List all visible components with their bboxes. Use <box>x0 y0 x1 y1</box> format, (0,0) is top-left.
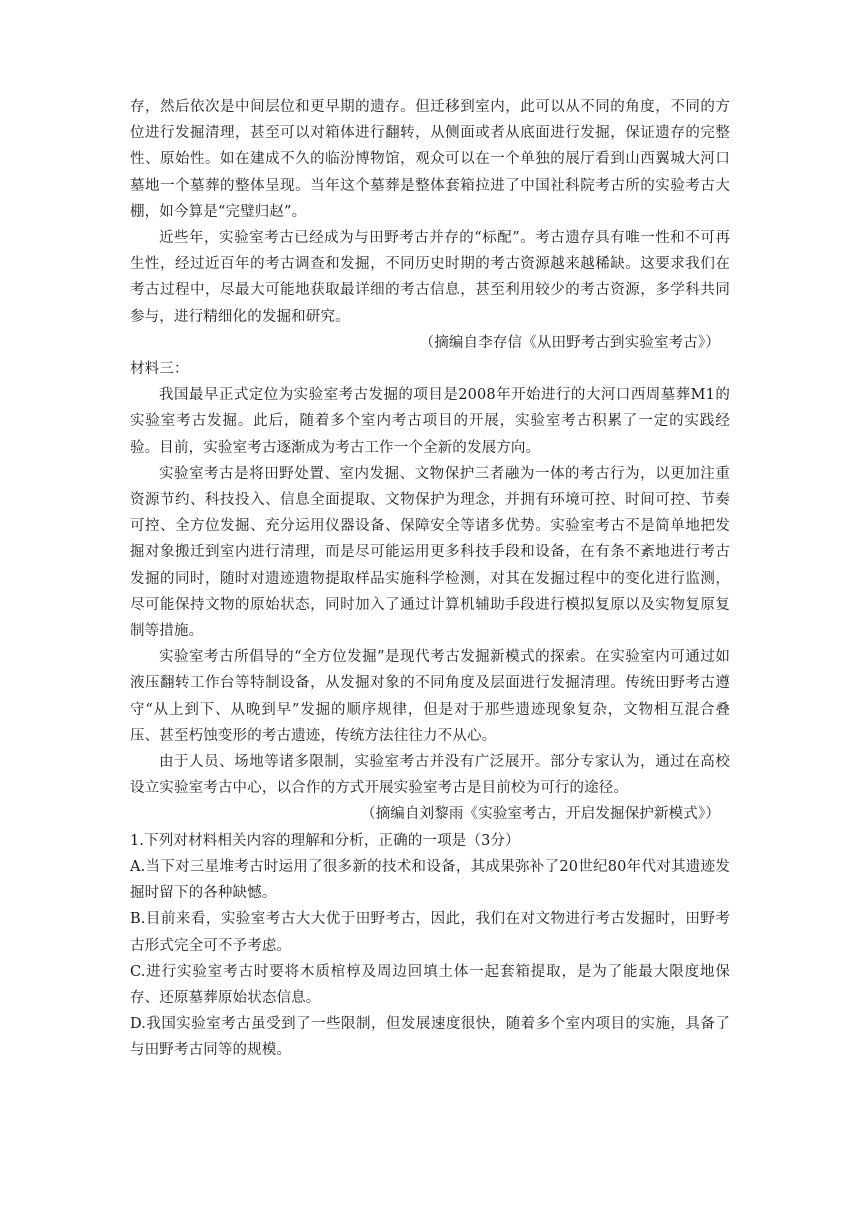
material2-source: （摘编自李存信《从田野考古到实验室考古》） <box>419 334 720 351</box>
document-body <box>130 94 730 1064</box>
material3-source: （摘编自刘黎雨《实验室考古，开启发掘保护新模式》） <box>361 806 720 823</box>
material3-paragraph: 实验室考古所倡导的“全方位发掘”是现代考古发掘新模式的探索。在实验室内可通过如液压翻转工作台等特制设备，从发掘对象的不同角度及层面进行发掘清理。传统田野考古遵守“从上到下、从晚到早”发掘的顺序规律，但是对于那些遗迹现象复杂，文物相互混合叠压、甚至朽蚀变形的考古遗迹，传统方法往往力不从心。 <box>130 649 730 744</box>
option-b: B.目前来看，实验室考古大大优于田野考古，因此，我们在对文物进行考古发掘时，田野考古形式完全可不予考虑。 <box>130 911 730 954</box>
material3-label: 材料三： <box>130 361 189 378</box>
option-c: C.进行实验室考古时要将木质棺椁及周边回填土体一起套箱提取，是为了能最大限度地保存、还原墓葬原始状态信息。 <box>130 963 730 1006</box>
option-d: D.我国实验室考古虽受到了一些限制，但发展速度很快，随着多个室内项目的实施，具备了与田野考古同等的规模。 <box>130 1016 730 1059</box>
material3-paragraph: 我国最早正式定位为实验室考古发掘的项目是2008年开始进行的大河口西周墓葬M1的实验室考古发掘。此后，随着多个室内考古项目的开展，实验室考古积累了一定的实践经验。目前，实验室考古逐渐成为考古工作一个全新的发展方向。 <box>130 387 730 456</box>
material2-paragraph-continued: 存，然后依次是中间层位和更早期的遗存。但迁移到室内，此可以从不同的角度，不同的方位进行发掘清理，甚至可以对箱体进行翻转，从侧面或者从底面进行发掘，保证遗存的完整性、原始性。如在建成不久的临汾博物馆，观众可以在一个单独的展厅看到山西翼城大河口墓地一个墓葬的整体呈现。当年这个墓葬是整体套箱拉进了中国社科院考古所的实验考古大棚，如今算是“完璧归赵”。 <box>130 99 730 220</box>
question-stem: 1.下列对材料相关内容的理解和分析，正确的一项是（3分） <box>130 832 520 849</box>
material3-paragraph: 实验室考古是将田野处置、室内发掘、文物保护三者融为一体的考古行为，以更加注重资源节约、科技投入、信息全面提取、文物保护为理念，并拥有环境可控、时间可控、节奏可控、全方位发掘、充分运用仪器设备、保障安全等诸多优势。实验室考古不是简单地把发掘对象搬迁到室内进行清理，而是尽可能运用更多科技手段和设备，在有条不紊地进行考古发掘的同时，随时对遗迹遗物提取样品实施科学检测，对其在发掘过程中的变化进行监测，尽可能保持文物的原始状态，同时加入了通过计算机辅助手段进行模拟复原以及实物复原复制等措施。 <box>130 465 730 640</box>
material2-paragraph: 近些年，实验室考古已经成为与田野考古并存的“标配”。考古遗存具有唯一性和不可再生性，经过近百年的考古调查和发掘，不同历史时期的考古资源越来越稀缺。这要求我们在考古过程中，尽最大可能地获取最详细的考古信息，甚至利用较少的考古资源，多学科共同参与，进行精细化的发掘和研究。 <box>130 230 730 325</box>
material3-paragraph: 由于人员、场地等诸多限制，实验室考古并没有广泛展开。部分专家认为，通过在高校设立实验室考古中心，以合作的方式开展实验室考古是目前校为可行的途径。 <box>130 754 730 797</box>
option-a: A.当下对三星堆考古时运用了很多新的技术和设备，其成果弥补了20世纪80年代对其遗迹发掘时留下的各种缺憾。 <box>130 858 730 902</box>
